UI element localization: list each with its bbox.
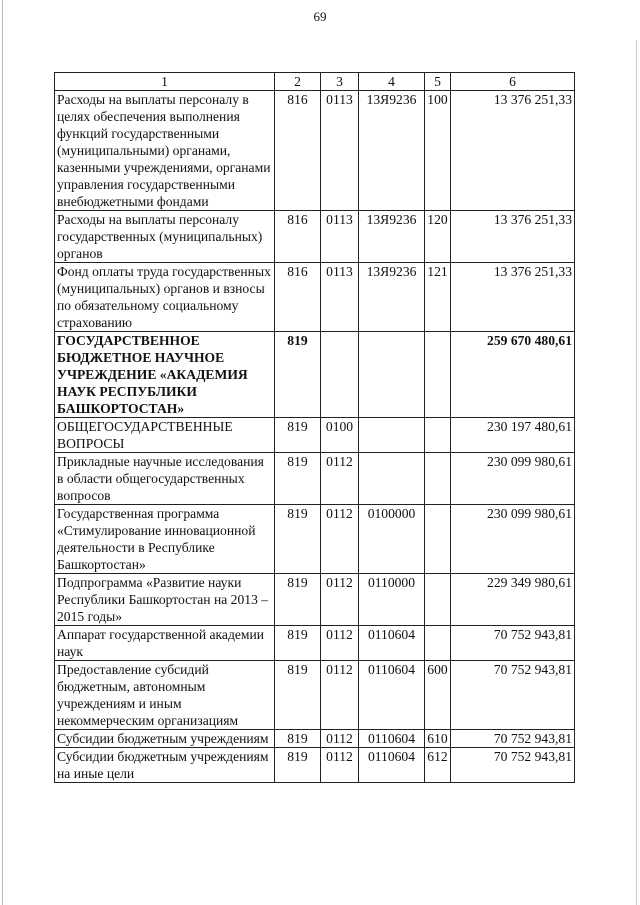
scan-edge-right [636,40,637,905]
cell-rz: 0113 [321,91,359,211]
cell-vr: 120 [425,211,451,263]
cell-name: ОБЩЕГОСУДАРСТВЕННЫЕ ВОПРОСЫ [55,418,275,453]
budget-table [54,72,575,783]
cell-ved: 819 [275,332,321,418]
cell-sum: 230 099 980,61 [451,453,575,505]
scan-edge-left [2,0,3,905]
cell-rz: 0112 [321,574,359,626]
table-row [55,91,575,211]
header-col-2: 2 [275,73,321,91]
cell-csr: 0110604 [359,661,425,730]
table-row [55,730,575,748]
header-col-3: 3 [321,73,359,91]
cell-vr: 121 [425,263,451,332]
cell-csr: 0110000 [359,574,425,626]
cell-ved: 816 [275,211,321,263]
cell-rz: 0113 [321,263,359,332]
cell-ved: 819 [275,505,321,574]
cell-name: Субсидии бюджетным учреждениям [55,730,275,748]
cell-ved: 819 [275,661,321,730]
cell-name: Аппарат государственной академии наук [55,626,275,661]
cell-sum: 229 349 980,61 [451,574,575,626]
cell-ved: 819 [275,574,321,626]
cell-rz: 0112 [321,453,359,505]
cell-vr: 610 [425,730,451,748]
cell-rz: 0100 [321,418,359,453]
cell-rz [321,332,359,418]
cell-sum: 230 197 480,61 [451,418,575,453]
table-row [55,263,575,332]
page-number: 69 [313,9,327,24]
cell-sum: 70 752 943,81 [451,748,575,783]
cell-name: ГОСУДАРСТВЕННОЕ БЮДЖЕТНОЕ НАУЧНОЕ УЧРЕЖДЕНИЕ «АКАДЕМИЯ НАУК РЕСПУБЛИКИ БАШКОРТОСТАН» [55,332,275,418]
cell-csr: 13Я9236 [359,211,425,263]
cell-csr: 13Я9236 [359,263,425,332]
cell-csr [359,418,425,453]
table-row [55,211,575,263]
cell-name: Государственная программа «Стимулирование инновационной деятельности в Республике Башкортостан» [55,505,275,574]
table-row [55,626,575,661]
cell-vr [425,505,451,574]
cell-sum: 230 099 980,61 [451,505,575,574]
cell-name: Подпрограмма «Развитие науки Республики Башкортостан на 2013 – 2015 годы» [55,574,275,626]
cell-vr: 100 [425,91,451,211]
cell-vr: 600 [425,661,451,730]
cell-ved: 819 [275,418,321,453]
cell-vr [425,332,451,418]
cell-csr [359,332,425,418]
cell-csr: 0110604 [359,626,425,661]
cell-sum: 13 376 251,33 [451,211,575,263]
cell-rz: 0112 [321,626,359,661]
table-row [55,418,575,453]
cell-name: Расходы на выплаты персоналу государственных (муниципальных) органов [55,211,275,263]
header-col-6: 6 [451,73,575,91]
cell-csr: 13Я9236 [359,91,425,211]
table-row [55,505,575,574]
cell-rz: 0112 [321,730,359,748]
cell-sum: 70 752 943,81 [451,661,575,730]
cell-sum: 70 752 943,81 [451,730,575,748]
cell-rz: 0112 [321,505,359,574]
table-row [55,661,575,730]
cell-csr [359,453,425,505]
table-row [55,574,575,626]
cell-vr [425,574,451,626]
table-header-row [55,73,575,91]
cell-ved: 819 [275,748,321,783]
cell-rz: 0113 [321,211,359,263]
cell-sum: 13 376 251,33 [451,91,575,211]
header-col-1: 1 [55,73,275,91]
cell-csr: 0110604 [359,730,425,748]
cell-name: Расходы на выплаты персоналу в целях обеспечения выполнения функций государственными (муниципальными) органами, казенными учреждениями, органами управления государственными внебюджетными фондами [55,91,275,211]
cell-ved: 816 [275,263,321,332]
cell-vr [425,418,451,453]
cell-sum: 259 670 480,61 [451,332,575,418]
cell-vr [425,626,451,661]
table-row [55,748,575,783]
cell-name: Предоставление субсидий бюджетным, автономным учреждениям и иным некоммерческим организациям [55,661,275,730]
cell-vr: 612 [425,748,451,783]
cell-rz: 0112 [321,748,359,783]
cell-name: Прикладные научные исследования в области общегосударственных вопросов [55,453,275,505]
cell-ved: 816 [275,91,321,211]
cell-csr: 0110604 [359,748,425,783]
cell-sum: 13 376 251,33 [451,263,575,332]
cell-ved: 819 [275,626,321,661]
table-row [55,332,575,418]
cell-vr [425,453,451,505]
cell-name: Субсидии бюджетным учреждениям на иные цели [55,748,275,783]
header-col-5: 5 [425,73,451,91]
cell-csr: 0100000 [359,505,425,574]
cell-rz: 0112 [321,661,359,730]
header-col-4: 4 [359,73,425,91]
budget-table-body [55,73,575,783]
cell-ved: 819 [275,453,321,505]
cell-ved: 819 [275,730,321,748]
table-row [55,453,575,505]
cell-name: Фонд оплаты труда государственных (муниципальных) органов и взносы по обязательному социальному страхованию [55,263,275,332]
cell-sum: 70 752 943,81 [451,626,575,661]
